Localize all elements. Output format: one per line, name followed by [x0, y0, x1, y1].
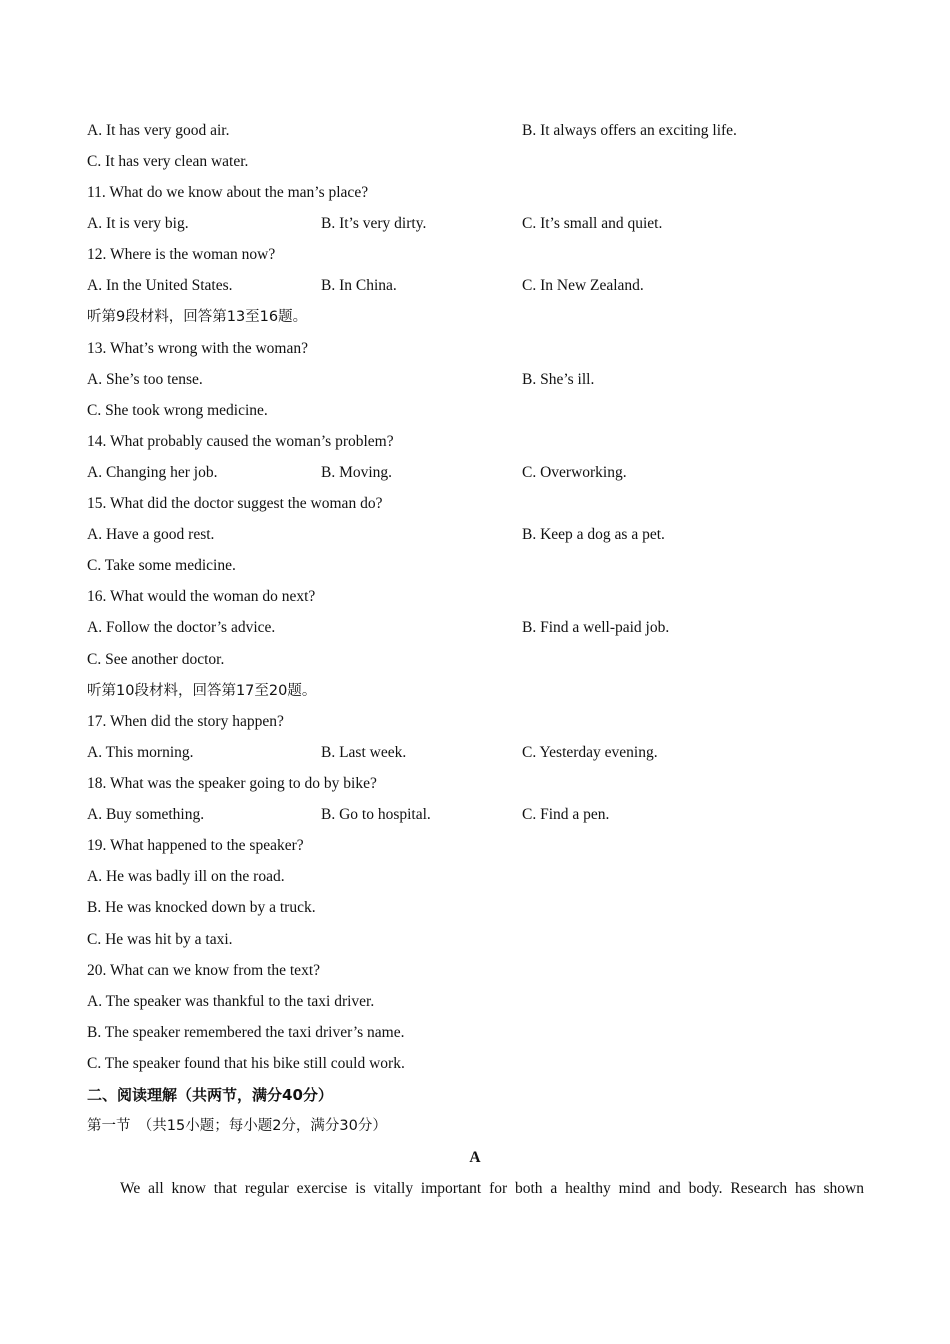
q11-stem: 11. What do we know about the man’s place?: [87, 184, 369, 201]
q16-option-a: A. Follow the doctor’s advice.: [87, 619, 276, 636]
passage-label: A: [469, 1149, 481, 1166]
q20-option-a: A. The speaker was thankful to the taxi driver.: [87, 993, 375, 1010]
q17-stem: 17. When did the story happen?: [87, 713, 284, 730]
q13-option-b: B. She’s ill.: [522, 371, 595, 388]
q12-option-a: A. In the United States.: [87, 277, 233, 294]
section-9-instruction: 听第9段材料，回答第13至16题。: [87, 309, 308, 325]
q20-option-b: B. The speaker remembered the taxi driver’s name.: [87, 1024, 405, 1041]
q12-stem: 12. Where is the woman now?: [87, 246, 276, 263]
q15-option-b: B. Keep a dog as a pet.: [522, 526, 665, 543]
q19-option-a: A. He was badly ill on the road.: [87, 868, 285, 885]
q18-option-a: A. Buy something.: [87, 806, 205, 823]
q17-option-c: C. Yesterday evening.: [522, 744, 658, 761]
q18-option-b: B. Go to hospital.: [321, 806, 431, 823]
q20-option-c: C. The speaker found that his bike still could work.: [87, 1055, 405, 1072]
q15-stem: 15. What did the doctor suggest the woman do?: [87, 495, 383, 512]
q18-option-c: C. Find a pen.: [522, 806, 610, 823]
q15-option-a: A. Have a good rest.: [87, 526, 215, 543]
q17-option-a: A. This morning.: [87, 744, 194, 761]
q13-option-c: C. She took wrong medicine.: [87, 402, 268, 419]
q19-option-b: B. He was knocked down by a truck.: [87, 899, 316, 916]
q14-stem: 14. What probably caused the woman’s problem?: [87, 433, 394, 450]
q17-option-b: B. Last week.: [321, 744, 407, 761]
q13-option-a: A. She’s too tense.: [87, 371, 203, 388]
q14-option-b: B. Moving.: [321, 464, 393, 481]
q14-option-a: A. Changing her job.: [87, 464, 218, 481]
q10-option-a: A. It has very good air.: [87, 122, 230, 139]
q20-stem: 20. What can we know from the text?: [87, 962, 320, 979]
q10-option-c: C. It has very clean water.: [87, 153, 249, 170]
passage-first-line: We all know that regular exercise is vitally important for both a healthy mind and body. Research has shown: [120, 1180, 864, 1197]
q16-option-c: C. See another doctor.: [87, 651, 225, 668]
section-10-instruction: 听第10段材料，回答第17至20题。: [87, 683, 317, 699]
q11-option-a: A. It is very big.: [87, 215, 189, 232]
q12-option-c: C. In New Zealand.: [522, 277, 644, 294]
part-2-heading: 二、阅读理解（共两节，满分40分）: [87, 1086, 333, 1104]
q19-option-c: C. He was hit by a taxi.: [87, 931, 233, 948]
q16-stem: 16. What would the woman do next?: [87, 588, 316, 605]
q18-stem: 18. What was the speaker going to do by bike?: [87, 775, 377, 792]
q13-stem: 13. What’s wrong with the woman?: [87, 340, 308, 357]
q14-option-c: C. Overworking.: [522, 464, 627, 481]
q12-option-b: B. In China.: [321, 277, 397, 294]
q10-option-b: B. It always offers an exciting life.: [522, 122, 737, 139]
part-2-section-1-heading: 第一节 （共15小题；每小题2分，满分30分）: [87, 1118, 387, 1134]
q11-option-c: C. It’s small and quiet.: [522, 215, 663, 232]
q16-option-b: B. Find a well-paid job.: [522, 619, 670, 636]
q11-option-b: B. It’s very dirty.: [321, 215, 427, 232]
q19-stem: 19. What happened to the speaker?: [87, 837, 304, 854]
q15-option-c: C. Take some medicine.: [87, 557, 236, 574]
